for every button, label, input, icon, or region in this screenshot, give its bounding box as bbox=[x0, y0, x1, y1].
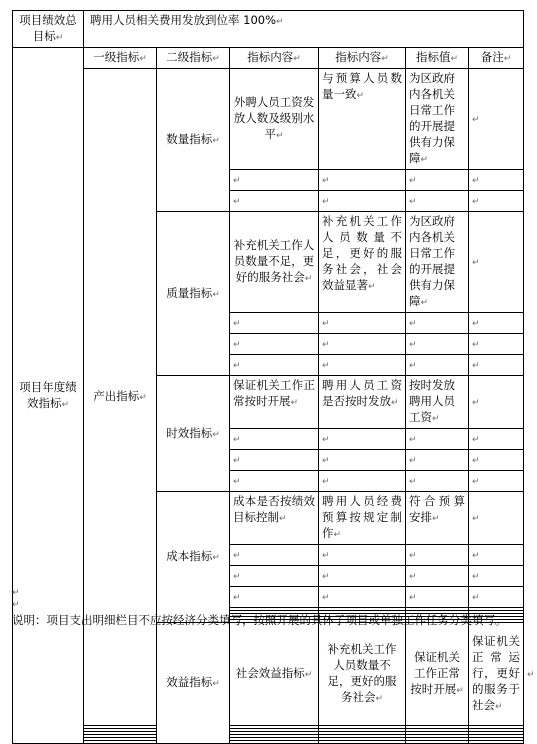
timeliness-value-cell bbox=[406, 376, 469, 429]
paragraph-mark-icon bbox=[421, 298, 429, 308]
paragraph-mark-icon bbox=[409, 456, 417, 466]
paragraph-mark-icon bbox=[233, 456, 241, 466]
paragraph-mark-icon bbox=[391, 398, 399, 408]
paragraph-mark-icon bbox=[212, 553, 220, 563]
empty-cell bbox=[469, 191, 524, 212]
paragraph-mark-icon bbox=[409, 551, 417, 561]
quality-value-cell bbox=[406, 212, 469, 313]
paragraph-mark-icon bbox=[322, 361, 330, 371]
paragraph-mark-icon bbox=[233, 551, 241, 561]
paragraph-mark-icon bbox=[279, 514, 287, 524]
paragraph-mark-icon bbox=[472, 115, 480, 125]
paragraph-mark-icon bbox=[61, 400, 69, 410]
paragraph-mark-icon bbox=[432, 514, 440, 524]
paragraph-mark-icon bbox=[472, 361, 480, 371]
annual-indicator-cell bbox=[13, 48, 84, 744]
timeliness-indicator-label: 时效指标 bbox=[166, 425, 213, 440]
paragraph-mark-icon bbox=[472, 551, 480, 561]
paragraph-mark-icon bbox=[409, 435, 417, 445]
paragraph-mark-icon bbox=[212, 54, 220, 64]
empty-cell bbox=[469, 587, 524, 608]
paragraph-mark-icon bbox=[409, 361, 417, 371]
cost-value-cell bbox=[406, 492, 469, 545]
timeliness-content2: 聘用人员工资是否按时发放 bbox=[322, 378, 402, 408]
paragraph-mark-icon bbox=[322, 593, 330, 603]
empty-cell bbox=[406, 170, 469, 191]
performance-table bbox=[12, 10, 524, 744]
empty-cell bbox=[469, 355, 524, 376]
quantity-indicator-label: 数量指标 bbox=[166, 132, 213, 146]
empty-cell bbox=[319, 471, 406, 492]
annual-indicator-label: 项目年度绩效指标 bbox=[19, 379, 77, 410]
cost-indicator-label: 成本指标 bbox=[166, 549, 213, 563]
empty-cell bbox=[230, 313, 319, 334]
paragraph-mark-icon bbox=[291, 398, 299, 408]
quality-indicator-label: 质量指标 bbox=[166, 285, 213, 300]
paragraph-mark-icon bbox=[322, 456, 330, 466]
empty-cell bbox=[469, 170, 524, 191]
empty-cell bbox=[230, 355, 319, 376]
social-content: 补充机关工作人员数量不足，更好的服务社会 bbox=[327, 642, 397, 704]
quantity-remark-cell bbox=[469, 69, 524, 170]
column-header-level1 bbox=[84, 48, 157, 69]
goal-label-cell bbox=[13, 11, 84, 48]
paragraph-mark-icon bbox=[472, 514, 480, 524]
empty-cell bbox=[406, 429, 469, 450]
column-header-value bbox=[406, 48, 469, 69]
paragraph-mark-icon bbox=[276, 131, 284, 141]
paragraph-mark-icon bbox=[12, 600, 20, 610]
timeliness-remark-cell bbox=[469, 376, 524, 429]
quantity-content2: 与预算人员数量一致 bbox=[322, 71, 402, 101]
quality-content2-cell bbox=[319, 212, 406, 313]
empty-cell bbox=[319, 170, 406, 191]
paragraph-mark-icon bbox=[305, 274, 313, 284]
paragraph-mark-icon bbox=[212, 679, 220, 689]
empty-cell bbox=[319, 355, 406, 376]
paragraph-mark-icon bbox=[495, 702, 503, 712]
paragraph-mark-icon bbox=[233, 197, 241, 207]
paragraph-mark-icon bbox=[139, 54, 147, 64]
column-header-content2 bbox=[319, 48, 406, 69]
cost-value: 符合预算安排 bbox=[409, 494, 465, 524]
goal-text-cell bbox=[84, 11, 524, 48]
paragraph-mark-icon bbox=[322, 176, 330, 186]
paragraph-mark-icon bbox=[472, 572, 480, 582]
empty-cell bbox=[406, 471, 469, 492]
empty-cell bbox=[319, 741, 406, 744]
social-content2: 保证机关工作正常按时开展 bbox=[410, 650, 460, 696]
quantity-indicator-cell bbox=[157, 69, 230, 212]
paragraph-mark-icon bbox=[233, 572, 241, 582]
column-header-text: 一级指标 bbox=[93, 50, 140, 64]
paragraph-mark-icon bbox=[409, 593, 417, 603]
paragraph-mark-icon bbox=[409, 477, 417, 487]
paragraph-mark-icon bbox=[305, 670, 313, 680]
empty-cell bbox=[406, 191, 469, 212]
empty-cell bbox=[230, 334, 319, 355]
paragraph-mark-icon bbox=[233, 361, 241, 371]
column-header-text: 二级指标 bbox=[166, 50, 213, 64]
paragraph-mark-icon bbox=[409, 319, 417, 329]
empty-cell bbox=[230, 450, 319, 471]
paragraph-mark-icon bbox=[409, 197, 417, 207]
empty-cell bbox=[230, 545, 319, 566]
empty-cell bbox=[230, 566, 319, 587]
cost-content: 成本是否按绩效目标控制 bbox=[233, 494, 315, 524]
empty-cell bbox=[469, 313, 524, 334]
paragraph-mark-icon bbox=[322, 435, 330, 445]
empty-cell bbox=[406, 334, 469, 355]
paragraph-mark-icon bbox=[409, 572, 417, 582]
paragraph-mark-icon bbox=[233, 593, 241, 603]
empty-cell bbox=[469, 334, 524, 355]
paragraph-mark-icon bbox=[322, 551, 330, 561]
paragraph-mark-icon bbox=[322, 340, 330, 350]
empty-cell bbox=[406, 313, 469, 334]
empty-cell bbox=[406, 587, 469, 608]
paragraph-mark-icon bbox=[212, 290, 220, 300]
empty-cell bbox=[469, 429, 524, 450]
timeliness-content2-cell bbox=[319, 376, 406, 429]
quantity-content-cell bbox=[230, 69, 319, 170]
empty-cell bbox=[319, 587, 406, 608]
paragraph-mark-icon bbox=[504, 54, 512, 64]
empty-cell bbox=[319, 429, 406, 450]
paragraph-mark-icon bbox=[472, 456, 480, 466]
paragraph-mark-icon bbox=[456, 686, 464, 696]
paragraph-mark-icon bbox=[212, 430, 220, 440]
paragraph-mark-icon bbox=[472, 197, 480, 207]
empty-cell bbox=[469, 545, 524, 566]
paragraph-mark-icon bbox=[472, 176, 480, 186]
empty-cell bbox=[406, 566, 469, 587]
quantity-value: 为区政府内各机关日常工作的开展提供有力保障 bbox=[409, 71, 455, 165]
goal-label: 项目绩效总目标 bbox=[19, 13, 77, 43]
column-header-text: 指标内容 bbox=[247, 50, 294, 64]
social-value-cell bbox=[469, 623, 524, 726]
column-header-text: 备注 bbox=[480, 50, 504, 64]
cost-indicator-cell bbox=[157, 492, 230, 623]
paragraph-mark-icon bbox=[409, 340, 417, 350]
timeliness-indicator-cell bbox=[157, 376, 230, 492]
paragraph-mark-icon bbox=[421, 155, 429, 165]
paragraph-mark-icon bbox=[472, 477, 480, 487]
empty-cell bbox=[406, 355, 469, 376]
paragraph-mark-icon bbox=[472, 258, 480, 268]
paragraph-mark-icon bbox=[12, 588, 20, 598]
benefit-indicator-label: 效益指标 bbox=[166, 675, 213, 689]
paragraph-mark-icon bbox=[212, 136, 220, 146]
paragraph-mark-icon bbox=[139, 393, 147, 403]
paragraph-mark-icon bbox=[233, 340, 241, 350]
paragraph-mark-icon bbox=[357, 91, 365, 101]
benefit-indicator-cell bbox=[157, 623, 230, 744]
cost-content2: 聘用人员经费预算按规定制作 bbox=[322, 494, 402, 540]
empty-cell bbox=[319, 545, 406, 566]
paragraph-mark-icon bbox=[322, 319, 330, 329]
quantity-content: 外聘人员工资发放人数及级别水平 bbox=[233, 95, 315, 141]
social-indicator-label: 社会效益指标 bbox=[235, 666, 305, 680]
footnote-text: 说明：项目支出明细栏目不应按经济分类填写，按照开展的具体子项目或单独工作任务分类填写。 bbox=[12, 613, 507, 627]
empty-cell bbox=[319, 566, 406, 587]
paragraph-mark-icon bbox=[293, 54, 301, 64]
empty-cell bbox=[406, 450, 469, 471]
quality-content-cell bbox=[230, 212, 319, 313]
paragraph-mark-icon bbox=[233, 319, 241, 329]
footnote bbox=[12, 612, 523, 628]
paragraph-mark-icon bbox=[233, 435, 241, 445]
paragraph-mark-icon bbox=[322, 197, 330, 207]
social-indicator-cell bbox=[230, 623, 319, 726]
paragraph-mark-icon bbox=[409, 176, 417, 186]
paragraph-mark-icon bbox=[381, 54, 389, 64]
paragraph-mark-icon bbox=[368, 282, 376, 292]
output-indicator-label: 产出指标 bbox=[93, 389, 140, 403]
paragraph-mark-icon bbox=[472, 593, 480, 603]
paragraph-mark-icon bbox=[233, 176, 241, 186]
paragraph-mark-icon bbox=[322, 572, 330, 582]
paragraph-mark-icon bbox=[233, 477, 241, 487]
column-header-level2 bbox=[157, 48, 230, 69]
cost-content-cell bbox=[230, 492, 319, 545]
quality-indicator-cell bbox=[157, 212, 230, 376]
empty-cell bbox=[230, 471, 319, 492]
paragraph-mark-icon bbox=[450, 54, 458, 64]
empty-cell bbox=[406, 545, 469, 566]
paragraph-mark-icon bbox=[472, 398, 480, 408]
empty-cell bbox=[84, 741, 157, 744]
paragraph-mark-icon bbox=[276, 17, 284, 27]
quantity-content2-cell bbox=[319, 69, 406, 170]
cost-remark-cell bbox=[469, 492, 524, 545]
cost-content2-cell bbox=[319, 492, 406, 545]
quantity-value-cell bbox=[406, 69, 469, 170]
quality-content: 补充机关工作人员数量不足，更好的服务社会 bbox=[233, 238, 315, 284]
paragraph-mark-icon bbox=[472, 319, 480, 329]
empty-cell bbox=[319, 334, 406, 355]
empty-cell bbox=[469, 471, 524, 492]
paragraph-mark-icon bbox=[472, 435, 480, 445]
empty-cell bbox=[319, 191, 406, 212]
goal-text: 聘用人员相关费用发放到位率 100% bbox=[90, 13, 277, 27]
timeliness-value: 按时发放聘用人员工资 bbox=[409, 378, 455, 424]
empty-cell bbox=[230, 587, 319, 608]
empty-cell bbox=[230, 429, 319, 450]
timeliness-content: 保证机关工作正常按时开展 bbox=[233, 378, 315, 408]
timeliness-content-cell bbox=[230, 376, 319, 429]
empty-cell bbox=[469, 741, 524, 744]
quality-content2: 补充机关工作人员数量不足，更好的服务社会，社会效益显著 bbox=[322, 214, 402, 292]
empty-cell bbox=[319, 450, 406, 471]
empty-cell bbox=[469, 450, 524, 471]
column-header-text: 指标值 bbox=[415, 50, 451, 64]
column-header-content bbox=[230, 48, 319, 69]
paragraph-mark-icon bbox=[56, 33, 64, 43]
social-content2-cell bbox=[406, 623, 469, 726]
empty-cell bbox=[230, 741, 319, 744]
empty-cell bbox=[230, 170, 319, 191]
empty-cell bbox=[230, 191, 319, 212]
paragraph-mark-icon bbox=[527, 670, 535, 680]
empty-cell bbox=[406, 741, 469, 744]
paragraph-mark-icon bbox=[432, 414, 440, 424]
quality-value: 为区政府内各机关日常工作的开展提供有力保障 bbox=[409, 214, 455, 308]
column-header-text: 指标内容 bbox=[335, 50, 382, 64]
quality-remark-cell bbox=[469, 212, 524, 313]
paragraph-mark-icon bbox=[322, 477, 330, 487]
empty-cell bbox=[319, 313, 406, 334]
paragraph-mark-icon bbox=[472, 340, 480, 350]
paragraph-mark-icon bbox=[334, 530, 342, 540]
social-content-cell bbox=[319, 623, 406, 726]
column-header-remark bbox=[469, 48, 524, 69]
paragraph-mark-icon bbox=[375, 694, 383, 704]
empty-cell bbox=[469, 566, 524, 587]
social-value: 保证机关正常运行，更好的服务于社会 bbox=[472, 634, 521, 712]
